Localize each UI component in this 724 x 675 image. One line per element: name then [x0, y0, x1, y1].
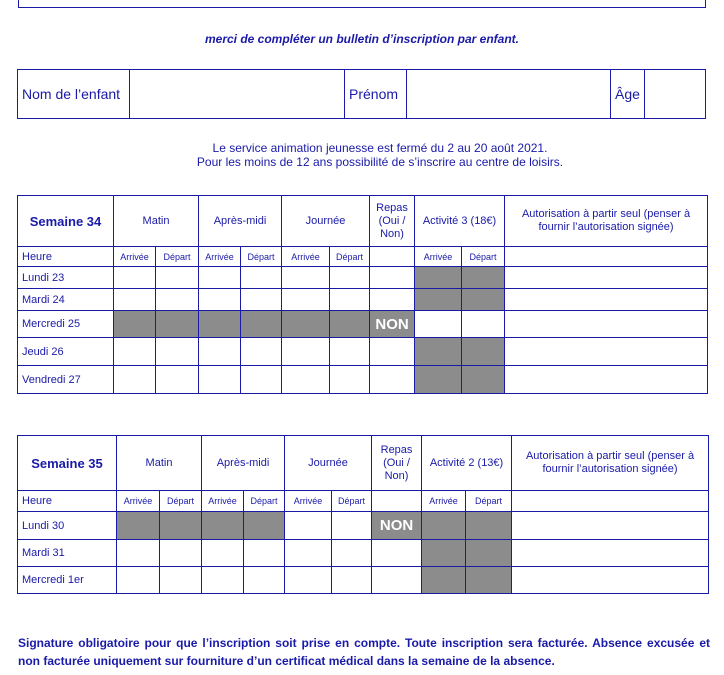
unavailable-cell [422, 540, 466, 567]
unavailable-cell [415, 289, 462, 311]
cell[interactable] [512, 540, 709, 567]
child-age-label: Âge [611, 70, 645, 119]
autorisation-header: Autorisation à partir seul (penser à fournir l’autorisation signée) [505, 196, 708, 247]
unavailable-cell [244, 512, 285, 540]
unavailable-cell [241, 311, 282, 338]
apres-midi-arrivee: Arrivée [202, 491, 244, 512]
cell[interactable] [332, 540, 372, 567]
cell[interactable] [332, 512, 372, 540]
activite-arrivee: Arrivée [415, 247, 462, 267]
child-name-field[interactable] [130, 70, 345, 119]
deposit-notice [18, 0, 706, 8]
week-35-title: Semaine 35 [18, 436, 117, 491]
table-row [18, 567, 709, 594]
unavailable-cell [415, 267, 462, 289]
activite-depart: Départ [466, 491, 512, 512]
cell[interactable] [512, 512, 709, 540]
unavailable-cell [199, 311, 241, 338]
cell[interactable] [156, 338, 199, 366]
apres-midi-depart: Départ [241, 247, 282, 267]
cell[interactable] [285, 567, 332, 594]
unavailable-cell [422, 567, 466, 594]
unavailable-cell [330, 311, 370, 338]
repas-cell [372, 491, 422, 512]
cell[interactable] [370, 267, 415, 289]
table-row [18, 512, 709, 540]
repas-header: Repas (Oui / Non) [372, 436, 422, 491]
week-34-table [17, 195, 708, 394]
cell[interactable] [330, 289, 370, 311]
cell[interactable] [202, 540, 244, 567]
matin-arrivee: Arrivée [114, 247, 156, 267]
heure-label: Heure [18, 247, 114, 267]
matin-header: Matin [114, 196, 199, 247]
matin-depart: Départ [160, 491, 202, 512]
cell[interactable] [285, 512, 332, 540]
unavailable-cell [282, 311, 330, 338]
unavailable-cell [160, 512, 202, 540]
unavailable-cell [462, 267, 505, 289]
day-label: Lundi 30 [18, 512, 117, 540]
cell[interactable] [505, 366, 708, 394]
cell[interactable] [372, 567, 422, 594]
activite-arrivee: Arrivée [422, 491, 466, 512]
closure-info-line-1: Le service animation jeunesse est fermé du 2 au 20 août 2021. [212, 141, 548, 155]
day-label: Lundi 23 [18, 267, 114, 289]
day-label: Mercredi 1er [18, 567, 117, 594]
unavailable-cell [117, 512, 160, 540]
cell[interactable] [156, 366, 199, 394]
cell[interactable] [372, 540, 422, 567]
cell[interactable] [202, 567, 244, 594]
apres-midi-arrivee: Arrivée [199, 247, 241, 267]
cell[interactable] [114, 338, 156, 366]
cell[interactable] [282, 267, 330, 289]
unavailable-cell [415, 366, 462, 394]
cell[interactable] [241, 289, 282, 311]
heure-label: Heure [18, 491, 117, 512]
activite-header: Activité 2 (13€) [422, 436, 512, 491]
journee-depart: Départ [330, 247, 370, 267]
day-label: Vendredi 27 [18, 366, 114, 394]
cell[interactable] [199, 338, 241, 366]
signature-notice: Signature obligatoire pour que l’inscription soit prise en compte. Toute inscription sera facturée. Absence excusée et non facturée uniquement sur fourniture d’un certificat médical dans la semaine de la absence. [18, 636, 710, 668]
matin-arrivee: Arrivée [117, 491, 160, 512]
journee-header: Journée [282, 196, 370, 247]
one-form-per-child-note: merci de compléter un bulletin d’inscription par enfant. [204, 32, 520, 46]
cell[interactable] [512, 567, 709, 594]
cell[interactable] [462, 311, 505, 338]
cell[interactable] [199, 366, 241, 394]
cell[interactable] [505, 338, 708, 366]
cell[interactable] [505, 267, 708, 289]
child-firstname-field[interactable] [407, 70, 611, 119]
unavailable-cell [114, 311, 156, 338]
matin-depart: Départ [156, 247, 199, 267]
cell[interactable] [370, 289, 415, 311]
cell[interactable] [241, 366, 282, 394]
day-label: Mardi 24 [18, 289, 114, 311]
cell[interactable] [117, 540, 160, 567]
apres-midi-header: Après-midi [202, 436, 285, 491]
unavailable-cell [202, 512, 244, 540]
journee-arrivee: Arrivée [285, 491, 332, 512]
child-identity-table [17, 69, 706, 119]
week-35-table [17, 435, 709, 594]
closure-info-line-2: Pour les moins de 12 ans possibilité de s’inscrire au centre de loisirs. [196, 155, 564, 169]
repas-non-cell: NON [370, 311, 415, 338]
unavailable-cell [466, 540, 512, 567]
cell[interactable] [244, 567, 285, 594]
unavailable-cell [462, 338, 505, 366]
unavailable-cell [156, 311, 199, 338]
cell[interactable] [330, 338, 370, 366]
unavailable-cell [462, 366, 505, 394]
cell[interactable] [282, 338, 330, 366]
cell[interactable] [282, 289, 330, 311]
cell[interactable] [199, 289, 241, 311]
activite-depart: Départ [462, 247, 505, 267]
cell[interactable] [114, 366, 156, 394]
cell[interactable] [370, 338, 415, 366]
table-row [18, 289, 708, 311]
apres-midi-depart: Départ [244, 491, 285, 512]
activite-header: Activité 3 (18€) [415, 196, 505, 247]
cell[interactable] [160, 540, 202, 567]
unavailable-cell [462, 289, 505, 311]
day-label: Jeudi 26 [18, 338, 114, 366]
journee-arrivee: Arrivée [282, 247, 330, 267]
unavailable-cell [415, 338, 462, 366]
cell[interactable] [114, 289, 156, 311]
table-row [18, 540, 709, 567]
cell[interactable] [332, 567, 372, 594]
repas-non-cell: NON [372, 512, 422, 540]
cell[interactable] [117, 567, 160, 594]
table-row [18, 366, 708, 394]
cell[interactable] [282, 366, 330, 394]
cell[interactable] [114, 267, 156, 289]
cell[interactable] [241, 267, 282, 289]
table-row [18, 338, 708, 366]
cell[interactable] [505, 311, 708, 338]
cell[interactable] [330, 366, 370, 394]
cell[interactable] [241, 338, 282, 366]
autorisation-cell [512, 491, 709, 512]
cell[interactable] [199, 267, 241, 289]
cell[interactable] [244, 540, 285, 567]
day-label: Mercredi 25 [18, 311, 114, 338]
cell[interactable] [156, 267, 199, 289]
closure-info [0, 141, 724, 169]
journee-depart: Départ [332, 491, 372, 512]
unavailable-cell [466, 512, 512, 540]
repas-header: Repas (Oui / Non) [370, 196, 415, 247]
journee-header: Journée [285, 436, 372, 491]
autorisation-cell [505, 247, 708, 267]
week-34-title: Semaine 34 [18, 196, 114, 247]
autorisation-header: Autorisation à partir seul (penser à fournir l’autorisation signée) [512, 436, 709, 491]
cell[interactable] [156, 289, 199, 311]
cell[interactable] [415, 311, 462, 338]
cell[interactable] [370, 366, 415, 394]
apres-midi-header: Après-midi [199, 196, 282, 247]
child-firstname-label: Prénom [345, 70, 407, 119]
child-age-field[interactable] [645, 70, 706, 119]
unavailable-cell [422, 512, 466, 540]
cell[interactable] [505, 289, 708, 311]
child-name-label: Nom de l’enfant [18, 70, 130, 119]
cell[interactable] [330, 267, 370, 289]
cell[interactable] [160, 567, 202, 594]
table-row [18, 267, 708, 289]
unavailable-cell [466, 567, 512, 594]
table-row [18, 311, 708, 338]
day-label: Mardi 31 [18, 540, 117, 567]
cell[interactable] [285, 540, 332, 567]
matin-header: Matin [117, 436, 202, 491]
repas-cell [370, 247, 415, 267]
